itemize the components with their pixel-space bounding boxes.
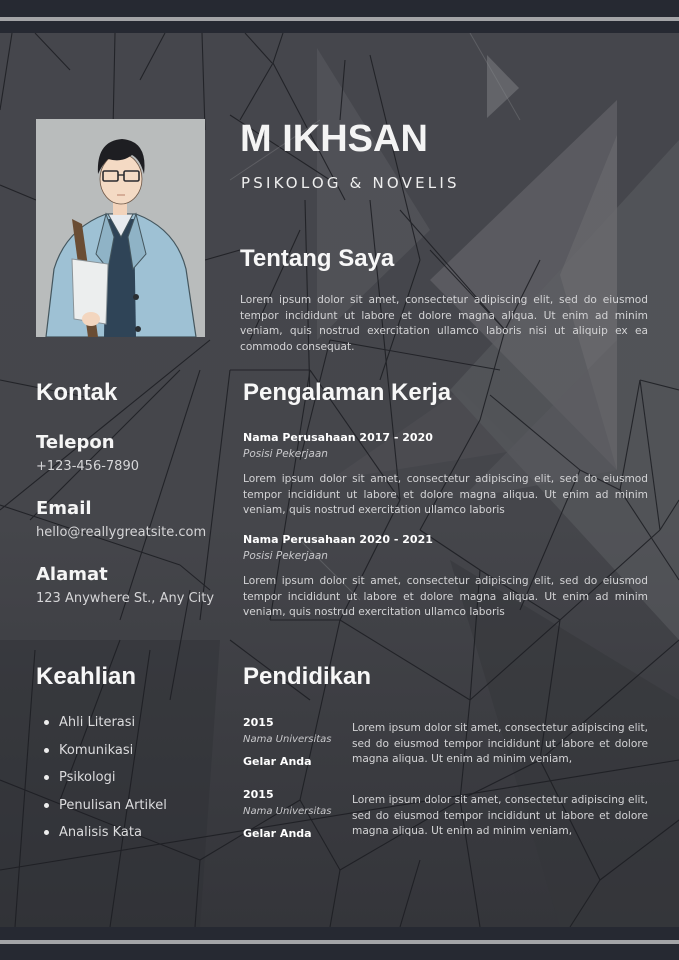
skills-list [44,712,167,850]
experience-heading: Pengalaman Kerja [243,379,452,406]
skill-label: Analisis Kata [59,825,142,840]
candidate-name: M IKHSAN [240,118,428,160]
edu-1-university: Nama Universitas [243,734,332,745]
about-heading: Tentang Saya [240,245,395,272]
skill-label: Komunikasi [59,742,134,758]
skill-label: Ahli Literasi [59,715,136,730]
top-rule [0,17,679,21]
edu-1-description: Lorem ipsum dolor sit amet, consectetur adipiscing elit, sed do eiusmod tempor incididunt ut labore et dolore magna aliqua. Ut enim ad minim veniam, [352,722,648,765]
avatar-illustration [36,119,205,337]
bullet-icon [44,720,49,725]
skill-item [44,822,167,850]
profile-photo [36,119,205,337]
job-2-title: Nama Perusahaan 2020 - 2021 [243,533,433,546]
contact-heading: Kontak [36,379,118,406]
edu-2-year: 2015 [243,788,274,801]
contact-address-label: Alamat [36,564,108,585]
skill-item [44,740,167,768]
contact-phone-label: Telepon [36,432,115,453]
bullet-icon [44,803,49,808]
contact-phone-value: +123-456-7890 [36,459,139,474]
job-2-description: Lorem ipsum dolor sit amet, consectetur adipiscing elit, sed do eiusmod tempor incididunt ut labore et dolore magna aliqua. Ut enim ad minim veniam, quis nostrud exercitation ullamco laboris [243,575,648,618]
edu-1-year: 2015 [243,716,274,729]
edu-2-description: Lorem ipsum dolor sit amet, consectetur adipiscing elit, sed do eiusmod tempor incididunt ut labore et dolore magna aliqua. Ut enim ad minim veniam, [352,794,648,837]
skill-label: Psikologi [59,770,116,785]
contact-email-label: Email [36,498,92,519]
job-1-title: Nama Perusahaan 2017 - 2020 [243,431,433,444]
contact-email-value: hello@reallygreatsite.com [36,525,207,540]
edu-2-degree: Gelar Anda [243,827,312,840]
skills-heading: Keahlian [36,663,137,690]
candidate-role: PSIKOLOG & NOVELIS [241,174,460,192]
edu-2-university: Nama Universitas [243,806,332,817]
skill-item [44,712,167,740]
edu-1-degree: Gelar Anda [243,755,312,768]
skill-label: Penulisan Artikel [59,797,167,813]
contact-address-value: 123 Anywhere St., Any City [36,591,215,606]
about-text: Lorem ipsum dolor sit amet, consectetur adipiscing elit, sed do eiusmod tempor incididunt ut labore et dolore magna aliqua. Ut enim ad minim veniam, quis nostrud exercitation ullamco laboris nisi ut aliquip ex ea commodo consequat. [240,294,648,353]
job-1-description: Lorem ipsum dolor sit amet, consectetur adipiscing elit, sed do eiusmod tempor incididunt ut labore et dolore magna aliqua. Ut enim ad minim veniam, quis nostrud exercitation ullamco laboris [243,473,648,516]
bullet-icon [44,830,49,835]
job-2-position: Posisi Pekerjaan [243,550,328,562]
bullet-icon [44,748,49,753]
skill-item [44,767,167,795]
bottom-rule [0,940,679,944]
skill-item [44,795,167,823]
bullet-icon [44,775,49,780]
job-1-position: Posisi Pekerjaan [243,448,328,460]
education-heading: Pendidikan [243,663,372,690]
